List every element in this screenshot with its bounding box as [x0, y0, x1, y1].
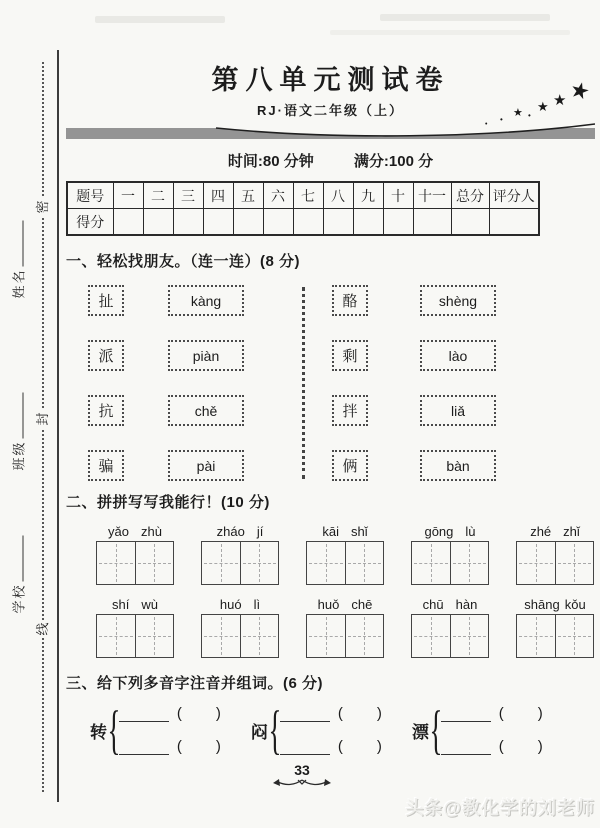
- section3-heading: 三、给下列多音字注音并组词。(6 分): [66, 675, 324, 692]
- hanzi-box[interactable]: 骗: [88, 450, 124, 481]
- school-field-blank[interactable]: [10, 536, 24, 582]
- pinyin-syllable: zháo: [216, 524, 245, 539]
- pinyin-word-group: [411, 593, 489, 658]
- pinyin-word-group: [411, 520, 489, 585]
- pinyin-syllable: lì: [253, 597, 261, 612]
- writing-cell[interactable]: [307, 542, 345, 584]
- writing-grid: [201, 541, 279, 585]
- page-title: 第八单元测试卷: [211, 65, 450, 95]
- watermark: 头条@教化学的刘老师: [405, 798, 595, 818]
- matching-row: [66, 340, 595, 371]
- brace-glyph: {: [268, 700, 282, 760]
- paren-close: ): [215, 738, 221, 755]
- page-number-block: [66, 764, 538, 791]
- matching-exercise: [66, 285, 595, 487]
- page-number: 33: [294, 762, 310, 778]
- score-cell[interactable]: [143, 209, 173, 236]
- pinyin-syllable: zhù: [141, 524, 162, 539]
- answer-row: [441, 705, 543, 722]
- star-icon: ★: [537, 99, 549, 114]
- pinyin-syllable: huǒ: [317, 597, 340, 612]
- pinyin-syllable: zhé: [530, 524, 552, 539]
- paren-open: (: [176, 738, 182, 755]
- writing-cell[interactable]: [345, 542, 384, 584]
- pinyin-box[interactable]: shèng: [420, 285, 496, 316]
- pinyin-writing-row: [66, 520, 595, 585]
- writing-cell[interactable]: [555, 615, 594, 657]
- header-cell: 题号: [67, 182, 113, 209]
- header-cell: 六: [263, 182, 293, 209]
- writing-cell[interactable]: [240, 542, 279, 584]
- pinyin-box[interactable]: bàn: [420, 450, 496, 481]
- header-cell: 总分: [451, 182, 489, 209]
- pinyin-blank[interactable]: [119, 739, 169, 755]
- writing-grid: [411, 614, 489, 658]
- pinyin-box[interactable]: lào: [420, 340, 496, 371]
- class-field-blank[interactable]: [10, 393, 24, 439]
- pinyin-syllable: shí: [112, 597, 130, 612]
- header-cell: 十一: [413, 182, 451, 209]
- score-cell[interactable]: [323, 209, 353, 236]
- writing-cell[interactable]: [307, 615, 345, 657]
- matching-row: [66, 395, 595, 426]
- writing-cell[interactable]: [450, 615, 489, 657]
- class-field: [9, 372, 28, 492]
- header-cell: 九: [353, 182, 383, 209]
- page-number-flourish: [270, 777, 334, 789]
- pinyin-syllable: jí: [256, 524, 264, 539]
- pinyin-syllable: chū: [422, 597, 444, 612]
- dot-icon: •: [500, 115, 503, 124]
- answer-row: [280, 738, 382, 755]
- header-cell: 五: [233, 182, 263, 209]
- star-icon: ★: [553, 92, 567, 109]
- pinyin-word-group: [96, 593, 174, 658]
- answer-row: [441, 738, 543, 755]
- score-cell[interactable]: [113, 209, 143, 236]
- name-field: [9, 200, 28, 320]
- full-score-label: 满分:100 分: [353, 153, 434, 170]
- pinyin-syllable: hàn: [455, 597, 478, 612]
- hanzi-box[interactable]: 抗: [88, 395, 124, 426]
- pinyin-syllable: shāng: [524, 597, 560, 612]
- pinyin-syllable: zhǐ: [563, 524, 580, 539]
- hanzi-box[interactable]: 剩: [332, 340, 368, 371]
- pinyin-blank[interactable]: [441, 739, 491, 755]
- writing-grid: [516, 541, 594, 585]
- pinyin-box[interactable]: pài: [168, 450, 244, 481]
- score-row-label: 得分: [67, 209, 113, 236]
- star-icon: ★: [513, 107, 523, 119]
- writing-grid: [306, 541, 384, 585]
- score-cell[interactable]: [233, 209, 263, 236]
- header-cell: 七: [293, 182, 323, 209]
- header-cell: 一: [113, 182, 143, 209]
- writing-grid: [96, 541, 174, 585]
- scan-ghost: [330, 30, 570, 35]
- writing-grid: [516, 614, 594, 658]
- paren-close: ): [376, 738, 382, 755]
- pinyin-blank[interactable]: [280, 706, 330, 722]
- header-cell: 十: [383, 182, 413, 209]
- pinyin-word-group: [306, 520, 384, 585]
- paren-close: ): [376, 705, 382, 722]
- dot-icon: •: [485, 121, 488, 128]
- paren-close: ): [537, 705, 543, 722]
- paren-open: (: [498, 738, 504, 755]
- table-row: [67, 182, 539, 209]
- writing-cell[interactable]: [135, 615, 174, 657]
- score-cell[interactable]: [489, 209, 539, 236]
- writing-cell[interactable]: [450, 542, 489, 584]
- score-cell[interactable]: [203, 209, 233, 236]
- writing-grid: [306, 614, 384, 658]
- section2-heading: 二、拼拼写写我能行！(10 分): [66, 494, 270, 511]
- score-cell[interactable]: [173, 209, 203, 236]
- name-field-blank[interactable]: [10, 221, 24, 267]
- writing-cell[interactable]: [412, 615, 450, 657]
- exam-info-line: [66, 150, 595, 171]
- writing-cell[interactable]: [555, 542, 594, 584]
- page-subtitle: RJ·语文二年级（上）: [257, 103, 404, 118]
- pinyin-syllable: lù: [465, 524, 476, 539]
- score-table: [66, 181, 540, 236]
- name-field-label: 姓名: [11, 268, 27, 299]
- pinyin-syllable: wù: [141, 597, 158, 612]
- pinyin-syllable: huó: [219, 597, 242, 612]
- pinyin-word-group: [306, 593, 384, 658]
- header-cell: 二: [143, 182, 173, 209]
- brace-glyph: {: [107, 700, 121, 760]
- score-cell[interactable]: [293, 209, 323, 236]
- pinyin-box[interactable]: chě: [168, 395, 244, 426]
- header-cell: 三: [173, 182, 203, 209]
- hanzi-box[interactable]: 酪: [332, 285, 368, 316]
- pinyin-blank[interactable]: [441, 706, 491, 722]
- matching-divider: [302, 287, 305, 479]
- school-field-label: 学校: [11, 583, 27, 614]
- matching-row: [66, 285, 595, 316]
- time-label: 时间:80 分钟: [227, 153, 314, 170]
- pinyin-word-group: [201, 593, 279, 658]
- answer-column: [280, 705, 382, 755]
- header-cell: 八: [323, 182, 353, 209]
- score-cell[interactable]: [353, 209, 383, 236]
- pinyin-word-group: [516, 593, 594, 658]
- pinyin-box[interactable]: piàn: [168, 340, 244, 371]
- answer-column: [441, 705, 543, 755]
- writing-cell[interactable]: [97, 615, 135, 657]
- polyphone-group: [250, 700, 382, 760]
- writing-cell[interactable]: [517, 542, 555, 584]
- seal-char-mi: 密: [34, 198, 52, 216]
- paren-close: ): [537, 738, 543, 755]
- pinyin-syllable: kǒu: [564, 597, 586, 612]
- header-cell: 评分人: [489, 182, 539, 209]
- writing-cell[interactable]: [517, 615, 555, 657]
- dot-icon: •: [528, 111, 531, 120]
- score-cell[interactable]: [263, 209, 293, 236]
- star-icon: ★: [567, 75, 593, 106]
- polyphone-char: 转: [90, 722, 107, 742]
- table-row: [67, 209, 539, 236]
- pinyin-box[interactable]: liǎ: [420, 395, 496, 426]
- paren-open: (: [337, 738, 343, 755]
- score-cell[interactable]: [413, 209, 451, 236]
- writing-grid: [201, 614, 279, 658]
- score-cell[interactable]: [383, 209, 413, 236]
- star-decoration: [483, 75, 595, 133]
- writing-cell[interactable]: [97, 542, 135, 584]
- pinyin-blank[interactable]: [119, 706, 169, 722]
- class-field-label: 班级: [11, 440, 27, 471]
- paren-open: (: [337, 705, 343, 722]
- polyphone-group: [411, 700, 543, 760]
- seal-char-feng: 封: [34, 410, 52, 428]
- seal-char-xian: 线: [34, 620, 52, 638]
- section1-heading: 一、轻松找朋友。（连一连）(8 分): [66, 253, 301, 270]
- writing-cell[interactable]: [135, 542, 174, 584]
- brace-glyph: {: [429, 700, 443, 760]
- pinyin-word-group: [96, 520, 174, 585]
- answer-row: [119, 705, 221, 722]
- scan-ghost: [95, 16, 225, 23]
- paren-open: (: [498, 705, 504, 722]
- pinyin-syllable: chē: [351, 597, 373, 612]
- score-cell[interactable]: [451, 209, 489, 236]
- pinyin-syllable: kāi: [322, 524, 339, 539]
- hanzi-box[interactable]: 拌: [332, 395, 368, 426]
- paren-close: ): [215, 705, 221, 722]
- hanzi-box[interactable]: 派: [88, 340, 124, 371]
- writing-grid: [411, 541, 489, 585]
- polyphone-exercise: [66, 700, 595, 760]
- pinyin-blank[interactable]: [280, 739, 330, 755]
- header-cell: 四: [203, 182, 233, 209]
- writing-cell[interactable]: [412, 542, 450, 584]
- writing-cell[interactable]: [240, 615, 279, 657]
- writing-cell[interactable]: [345, 615, 384, 657]
- pinyin-writing-row: [66, 593, 595, 658]
- matching-row: [66, 450, 595, 481]
- paren-open: (: [176, 705, 182, 722]
- school-field: [9, 515, 28, 635]
- answer-row: [280, 705, 382, 722]
- answer-column: [119, 705, 221, 755]
- pinyin-syllable: yǎo: [108, 524, 129, 539]
- pinyin-word-group: [516, 520, 594, 585]
- polyphone-char: 漂: [411, 722, 429, 742]
- pinyin-word-group: [201, 520, 279, 585]
- hanzi-box[interactable]: 俩: [332, 450, 368, 481]
- pinyin-syllable: shǐ: [351, 524, 368, 539]
- hanzi-box[interactable]: 扯: [88, 285, 124, 316]
- polyphone-char: 闷: [250, 722, 268, 742]
- page-border-line: [57, 50, 59, 802]
- pinyin-box[interactable]: kàng: [168, 285, 244, 316]
- writing-cell[interactable]: [202, 615, 240, 657]
- polyphone-group: [90, 700, 221, 760]
- writing-grid: [96, 614, 174, 658]
- pinyin-syllable: gōng: [424, 524, 454, 539]
- writing-cell[interactable]: [202, 542, 240, 584]
- answer-row: [119, 738, 221, 755]
- scan-ghost: [380, 14, 550, 21]
- main-content: [66, 52, 595, 760]
